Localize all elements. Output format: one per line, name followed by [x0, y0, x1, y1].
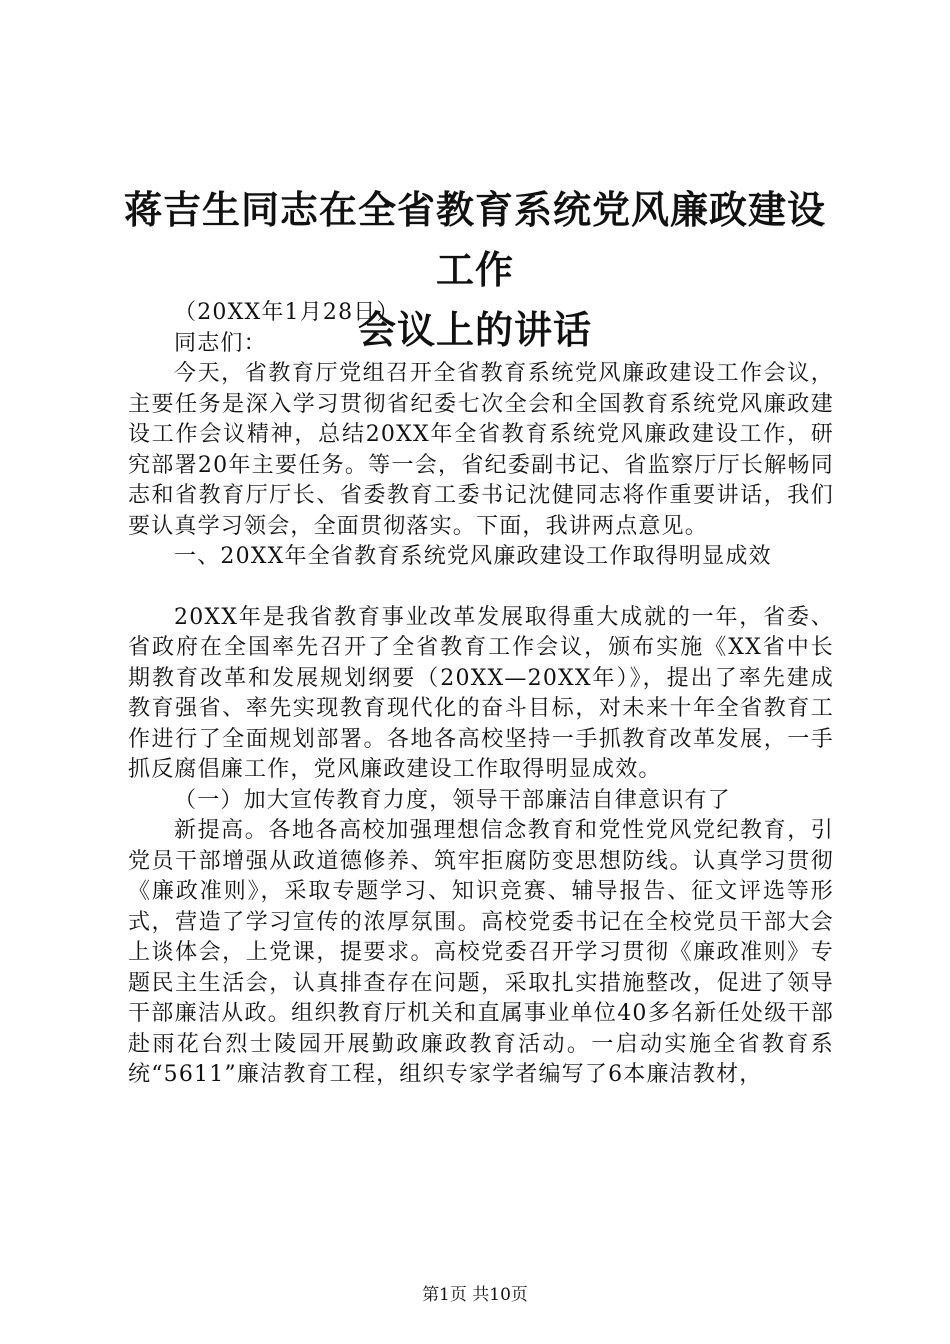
section-heading-1: 一、20XX年全省教育系统党风廉政建设工作取得明显成效: [174, 544, 772, 569]
date-line: （20XX年1月28日）: [174, 300, 400, 325]
salutation: 同志们：: [174, 330, 267, 356]
title-line-2: 会议上的讲话: [357, 307, 592, 352]
subsection-heading-1: （一）加大宣传教育力度，领导干部廉洁自律意识有了: [174, 787, 731, 813]
intro-paragraph: 今天，省教育厅党组召开全省教育系统党风廉政建设工作会议，主要任务是深入学习贯彻省纪委七次全会和全国教育系统党风廉政建设工作会议精神，总结20XX年全省教育系统党风廉政建设工作，研究部署20年主要任务。等一会，省纪委副书记、省监察厅厅长解畅同志和省教育厅厅长、省委教育工委书记沈健同志将作重要讲话，我们要认真学习领会，全面贯彻落实。下面，我讲两点意见。: [128, 361, 834, 539]
body-paragraph: 新提高。各地各高校加强理想信念教育和党性党风党纪教育，引党员干部增强从政道德修养、筑牢拒腐防变思想防线。认真学习贯彻《廉政准则》，采取专题学习、知识竞赛、辅导报告、征文评选等形式，营造了学习宣传的浓厚氛围。高校党委书记在全校党员干部大会上谈体会，上党课，提要求。高校党委召开学习贯彻《廉政准则》专题民主生活会，认真排查存在问题，采取扎实措施整改，促进了领导干部廉洁从政。组织教育厅机关和直属事业单位40多名新任处级干部赴雨花台烈士陵园开展勤政廉政教育活动。一启动实施全省教育系统“5611”廉洁教育工程，组织专家学者编写了6本廉洁教材，: [128, 818, 834, 1087]
page-footer: 第1页 共10页: [422, 1285, 528, 1305]
title-line-1: 蒋吉生同志在全省教育系统党风廉政建设工作: [123, 187, 826, 292]
document-body: [128, 298, 834, 1091]
body-paragraph: 20XX年是我省教育事业改革发展取得重大成就的一年，省委、省政府在全国率先召开了全省教育工作会议，颁布实施《XX省中长期教育改革和发展规划纲要（20XX—20XX年）》，提出了率先建成教育强省、率先实现教育现代化的奋斗目标，对未来十年全省教育工作进行了全面规划部署。各地各高校坚持一手抓教育改革发展，一手抓反腐倡廉工作，党风廉政建设工作取得明显成效。: [128, 604, 834, 782]
